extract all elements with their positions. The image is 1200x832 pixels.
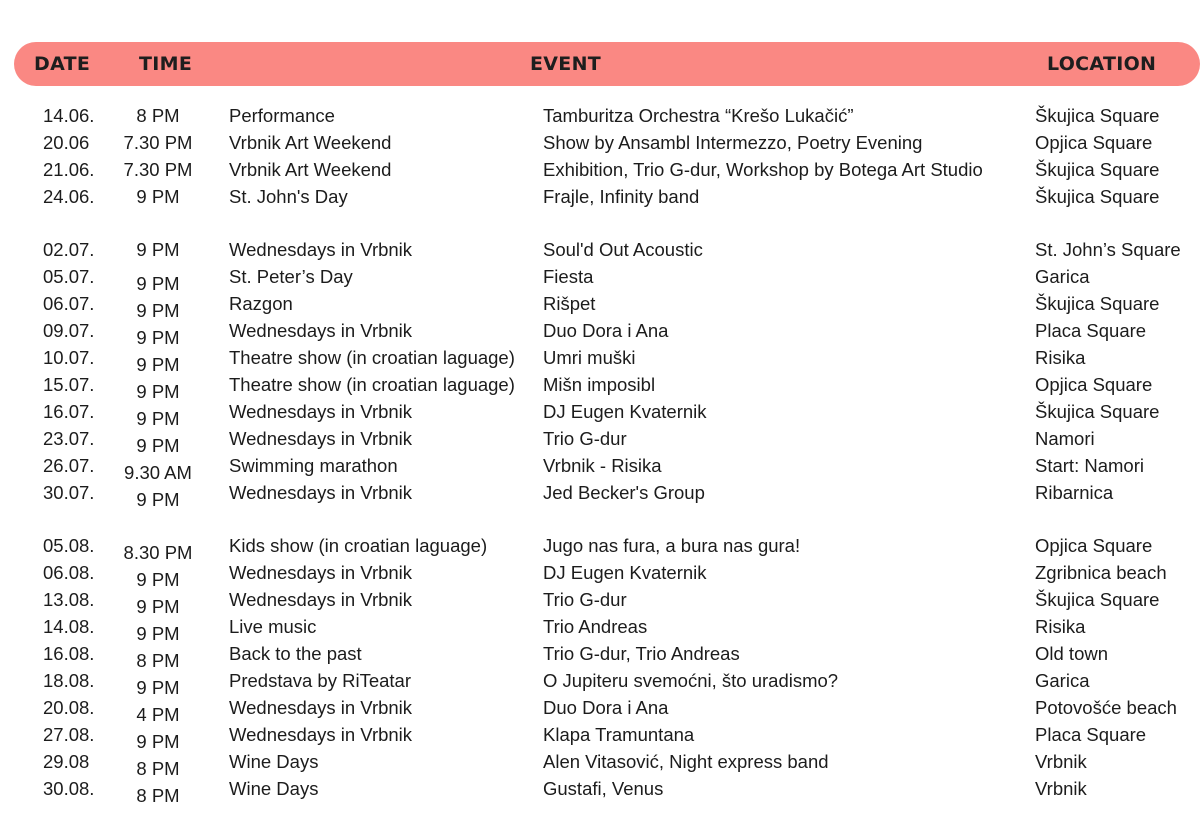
row-location: Garica — [1035, 670, 1090, 691]
row-location: Škujica Square — [1035, 186, 1160, 207]
row-event-name: Vrbnik Art Weekend — [229, 159, 392, 180]
row-event-name: Wednesdays in Vrbnik — [229, 482, 413, 503]
table-row — [0, 106, 1200, 133]
row-time: 8 PM — [136, 785, 180, 806]
row-date: 18.08. — [43, 670, 95, 691]
row-time: 9 PM — [136, 623, 180, 644]
row-date: 09.07. — [43, 320, 95, 341]
row-time: 7.30 PM — [123, 132, 193, 153]
row-time: 8.30 PM — [123, 542, 193, 563]
row-time: 8 PM — [136, 650, 180, 671]
row-event-detail: Mišn imposibl — [543, 374, 656, 395]
row-time: 9 PM — [136, 569, 180, 590]
row-event-detail: Soul'd Out Acoustic — [543, 239, 703, 260]
row-event-name: Back to the past — [229, 643, 362, 664]
row-date: 21.06. — [43, 159, 95, 180]
row-date: 20.06 — [43, 132, 90, 153]
row-date: 13.08. — [43, 589, 95, 610]
row-location: Risika — [1035, 347, 1086, 368]
row-date: 05.07. — [43, 266, 95, 287]
row-event-detail: O Jupiteru svemoćni, što uradismo? — [543, 670, 839, 691]
row-date: 16.07. — [43, 401, 95, 422]
row-location: Potovošće beach — [1035, 697, 1177, 718]
row-time: 9 PM — [136, 596, 180, 617]
row-location: Vrbnik — [1035, 778, 1087, 799]
row-event-detail: Jed Becker's Group — [543, 482, 705, 503]
header-date: DATE — [34, 53, 91, 75]
row-event-detail: Umri muški — [543, 347, 636, 368]
row-time: 7.30 PM — [123, 159, 193, 180]
row-event-name: Wednesdays in Vrbnik — [229, 320, 413, 341]
row-time: 9 PM — [136, 354, 180, 375]
row-event-detail: Show by Ansambl Intermezzo, Poetry Evening — [543, 132, 923, 153]
row-location: Vrbnik — [1035, 751, 1087, 772]
row-date: 20.08. — [43, 697, 95, 718]
row-event-name: Wednesdays in Vrbnik — [229, 239, 413, 260]
row-location: St. John’s Square — [1035, 239, 1181, 260]
row-time: 9 PM — [136, 381, 180, 402]
row-event-name: Performance — [229, 105, 335, 126]
row-time: 8 PM — [136, 105, 180, 126]
table-row — [0, 779, 1200, 806]
row-event-detail: Rišpet — [543, 293, 596, 314]
row-event-detail: Trio G-dur, Trio Andreas — [543, 643, 740, 664]
row-location: Škujica Square — [1035, 401, 1160, 422]
row-location: Risika — [1035, 616, 1086, 637]
row-event-name: Vrbnik Art Weekend — [229, 132, 392, 153]
row-event-name: Wine Days — [229, 751, 319, 772]
table-row — [0, 590, 1200, 617]
table-row — [0, 240, 1200, 267]
row-event-detail: Trio G-dur — [543, 589, 627, 610]
row-event-detail: Trio G-dur — [543, 428, 627, 449]
row-location: Placa Square — [1035, 320, 1147, 341]
row-event-name: Swimming marathon — [229, 455, 398, 476]
table-row — [0, 752, 1200, 779]
row-event-name: Theatre show (in croatian laguage) — [229, 347, 515, 368]
row-location: Ribarnica — [1035, 482, 1114, 503]
table-row — [0, 348, 1200, 375]
row-time: 4 PM — [136, 704, 180, 725]
table-row — [0, 321, 1200, 348]
table-row — [0, 536, 1200, 563]
table-row — [0, 294, 1200, 321]
row-date: 26.07. — [43, 455, 95, 476]
table-row — [0, 187, 1200, 214]
table-row — [0, 563, 1200, 590]
row-location: Start: Namori — [1035, 455, 1144, 476]
header-time: TIME — [139, 53, 193, 75]
row-time: 9 PM — [136, 731, 180, 752]
row-event-name: Wednesdays in Vrbnik — [229, 401, 413, 422]
row-time: 9 PM — [136, 489, 180, 510]
row-event-detail: Klapa Tramuntana — [543, 724, 695, 745]
row-date: 30.07. — [43, 482, 95, 503]
row-event-detail: Tamburitza Orchestra “Krešo Lukačić” — [543, 105, 854, 126]
row-time: 9 PM — [136, 239, 180, 260]
row-location: Opjica Square — [1035, 132, 1153, 153]
row-time: 9 PM — [136, 186, 180, 207]
row-location: Opjica Square — [1035, 535, 1153, 556]
row-date: 15.07. — [43, 374, 95, 395]
row-time: 9.30 AM — [124, 462, 192, 483]
row-event-detail: Exhibition, Trio G-dur, Workshop by Botega Art Studio — [543, 159, 983, 180]
row-time: 9 PM — [136, 273, 180, 294]
row-location: Old town — [1035, 643, 1109, 664]
row-location: Placa Square — [1035, 724, 1147, 745]
row-location: Škujica Square — [1035, 105, 1160, 126]
row-event-name: St. John's Day — [229, 186, 348, 207]
row-date: 02.07. — [43, 239, 95, 260]
row-event-detail: Gustafi, Venus — [543, 778, 664, 799]
row-event-name: Kids show (in croatian laguage) — [229, 535, 488, 556]
row-event-detail: Fiesta — [543, 266, 594, 287]
table-row — [0, 671, 1200, 698]
row-event-detail: DJ Eugen Kvaternik — [543, 562, 707, 583]
table-row — [0, 725, 1200, 752]
row-date: 14.06. — [43, 105, 95, 126]
table-row — [0, 617, 1200, 644]
row-date: 23.07. — [43, 428, 95, 449]
row-date: 14.08. — [43, 616, 95, 637]
row-location: Namori — [1035, 428, 1095, 449]
row-event-name: Wednesdays in Vrbnik — [229, 697, 413, 718]
row-event-name: St. Peter’s Day — [229, 266, 353, 287]
table-row — [0, 483, 1200, 510]
row-time: 8 PM — [136, 758, 180, 779]
table-row — [0, 160, 1200, 187]
row-event-name: Wednesdays in Vrbnik — [229, 589, 413, 610]
row-time: 9 PM — [136, 300, 180, 321]
row-date: 27.08. — [43, 724, 95, 745]
row-event-name: Wine Days — [229, 778, 319, 799]
row-event-detail: Jugo nas fura, a bura nas gura! — [543, 535, 801, 556]
row-event-name: Live music — [229, 616, 317, 637]
table-row — [0, 429, 1200, 456]
row-time: 9 PM — [136, 408, 180, 429]
row-event-name: Wednesdays in Vrbnik — [229, 724, 413, 745]
table-row — [0, 698, 1200, 725]
header-location: LOCATION — [1047, 53, 1157, 75]
row-event-detail: Trio Andreas — [543, 616, 648, 637]
row-location: Zgribnica beach — [1035, 562, 1167, 583]
table-row — [0, 267, 1200, 294]
row-date: 24.06. — [43, 186, 95, 207]
row-date: 10.07. — [43, 347, 95, 368]
row-location: Garica — [1035, 266, 1090, 287]
row-time: 9 PM — [136, 327, 180, 348]
row-event-detail: Frajle, Infinity band — [543, 186, 700, 207]
table-row — [0, 375, 1200, 402]
row-event-name: Theatre show (in croatian laguage) — [229, 374, 515, 395]
row-event-detail: Vrbnik - Risika — [543, 455, 662, 476]
row-date: 29.08 — [43, 751, 90, 772]
row-date: 30.08. — [43, 778, 95, 799]
row-event-detail: Duo Dora i Ana — [543, 320, 669, 341]
row-event-name: Razgon — [229, 293, 293, 314]
header-event: EVENT — [530, 53, 602, 75]
row-event-name: Wednesdays in Vrbnik — [229, 562, 413, 583]
table-row — [0, 133, 1200, 160]
row-location: Škujica Square — [1035, 293, 1160, 314]
row-event-name: Predstava by RiTeatar — [229, 670, 412, 691]
row-event-name: Wednesdays in Vrbnik — [229, 428, 413, 449]
row-location: Škujica Square — [1035, 589, 1160, 610]
row-time: 9 PM — [136, 435, 180, 456]
row-date: 16.08. — [43, 643, 95, 664]
table-row — [0, 456, 1200, 483]
table-row — [0, 402, 1200, 429]
row-location: Škujica Square — [1035, 159, 1160, 180]
row-event-detail: Alen Vitasović, Night express band — [543, 751, 829, 772]
row-time: 9 PM — [136, 677, 180, 698]
row-event-detail: DJ Eugen Kvaternik — [543, 401, 707, 422]
table-row — [0, 644, 1200, 671]
row-date: 05.08. — [43, 535, 95, 556]
row-date: 06.07. — [43, 293, 95, 314]
row-location: Opjica Square — [1035, 374, 1153, 395]
row-event-detail: Duo Dora i Ana — [543, 697, 669, 718]
row-date: 06.08. — [43, 562, 95, 583]
